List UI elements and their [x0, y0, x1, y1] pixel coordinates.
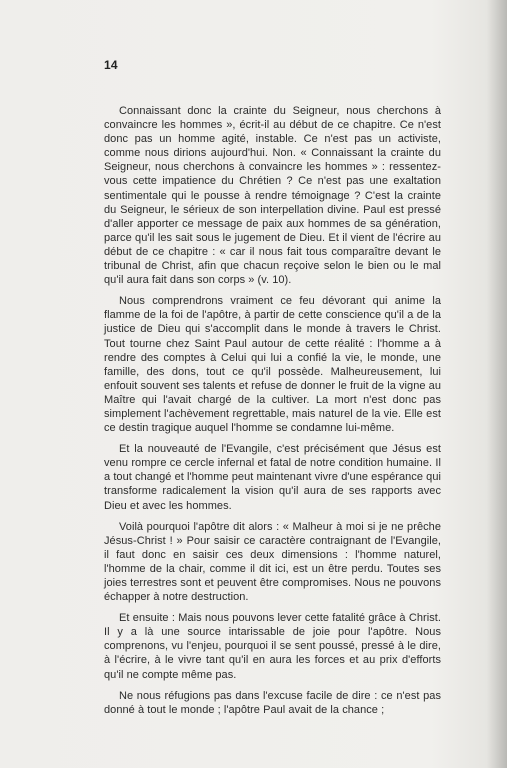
- paragraph: Nous comprendrons vraiment ce feu dévorant qui anime la flamme de la foi de l'apôtre, à partir de cette conscience qu'il a de la justice de Dieu qui s'accomplit dans le monde à travers le Christ. Tout tourne chez Saint Paul autour de cette réalité : l'homme a à rendre des comptes à Celui qui lui a confié la vie, le monde, une famille, des dons, tout ce qu'il possède. Malheureusement, lui enfouit souvent ses talents et refuse de donner le fruit de la vigne au Maître qui l'avait chargé de la cultiver. La mort n'est donc pas simplement l'achèvement regrettable, mais naturel de la vie. Elle est ce destin tragique auquel l'homme se condamne lui-même.: [104, 295, 441, 435]
- body-text: [104, 104, 441, 724]
- paragraph: Connaissant donc la crainte du Seigneur, nous cherchons à convaincre les hommes », écrit-il au début de ce chapitre. Ce n'est donc pas un homme agité, instable. Ce n'est pas un activiste, comme nous dirions aujourd'hui. Non. « Connaissant la crainte du Seigneur, nous cherchons à convaincre les hommes » : ressentez-vous cette impatience du Chrétien ? Ce n'est pas une exaltation sentimentale qui le pousse à rendre témoignage ? C'est la crainte du Seigneur, le sérieux de son interpellation divine. Paul est pressé d'aller apporter ce message de paix aux hommes de sa génération, parce qu'il les sait sous le jugement de Dieu. Et il vient de l'écrire au début de ce chapitre : « car il nous fait tous comparaître devant le tribunal de Christ, afin que chacun reçoive selon le bien ou le mal qu'il aura fait dans son corps » (v. 10).: [104, 105, 441, 287]
- paragraph: Voilà pourquoi l'apôtre dit alors : « Malheur à moi si je ne prêche Jésus-Christ ! » Pour saisir ce caractère contraignant de l'Evangile, il faut donc en saisir ces deux dimensions : l'homme naturel, l'homme de la chair, comme il dit ici, est un être perdu. Toutes ses joies terrestres sont et peuvent être compromises. Nous ne pouvons échapper à notre destruction.: [104, 520, 441, 604]
- page-number: 14: [104, 58, 118, 72]
- paragraph: Ne nous réfugions pas dans l'excuse facile de dire : ce n'est pas donné à tout le monde ; l'apôtre Paul avait de la chance ;: [104, 689, 441, 716]
- paragraph: Et la nouveauté de l'Evangile, c'est précisément que Jésus est venu rompre ce cercle infernal et fatal de notre condition humaine. Il a tout changé et l'homme peut maintenant vivre d'une espérance qui transforme radicalement la vision qu'il aura de ses rapports avec Dieu et avec les hommes.: [104, 443, 441, 512]
- paragraph: Et ensuite : Mais nous pouvons lever cette fatalité grâce à Christ. Il y a là une source intarissable de joie pour l'apôtre. Nous comprenons, vu l'enjeu, pourquoi il se sent poussé, pressé à le dire, à l'écrire, à le vivre tant qu'il en aura les forces et au prix d'efforts qu'il ne compte même pas.: [104, 612, 441, 681]
